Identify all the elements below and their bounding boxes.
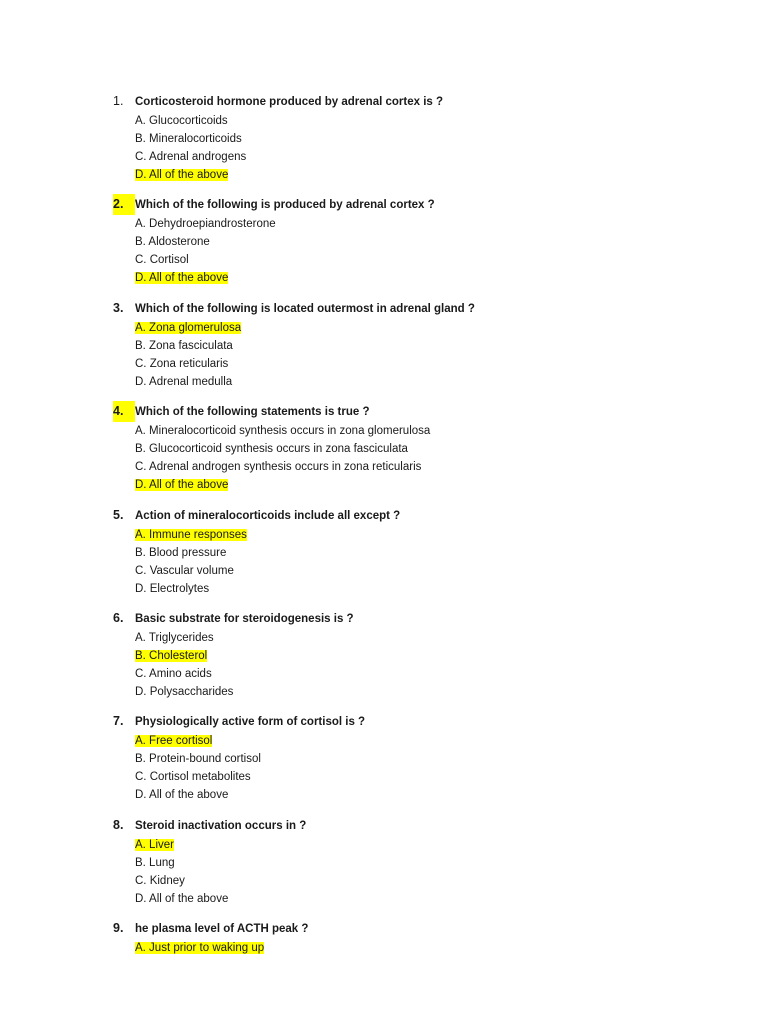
question-number-text: 3.	[113, 300, 124, 315]
answer-option-text: D. Adrenal medulla	[135, 375, 233, 388]
answer-option	[113, 836, 713, 854]
answer-option-text: C. Cortisol metabolites	[135, 771, 251, 784]
answer-option-text: D. Electrolytes	[135, 582, 210, 595]
answer-option	[113, 112, 713, 130]
highlighted-answer-text: A. Zona glomerulosa	[135, 321, 242, 334]
highlighted-answer-text: A. Liver	[135, 838, 174, 851]
answer-option-text: B. Zona fasciculata	[135, 339, 233, 352]
question-line	[113, 401, 713, 422]
answer-option-text: B. Lung	[135, 856, 175, 869]
answer-option-text: D. All of the above	[135, 789, 229, 802]
answer-option-text: C. Adrenal androgens	[135, 151, 247, 163]
answer-option	[113, 269, 713, 287]
question-text: Which of the following is located outermost in adrenal gland ?	[135, 302, 475, 315]
question-text: Corticosteroid hormone produced by adrenal cortex is ?	[135, 96, 444, 108]
answer-option	[113, 233, 713, 251]
question-number	[113, 711, 135, 732]
question-3	[113, 298, 713, 391]
question-7	[113, 711, 713, 804]
highlighted-answer-text: D. All of the above	[135, 272, 229, 285]
highlighted-answer-text: D. All of the above	[135, 169, 229, 181]
question-line	[113, 298, 713, 319]
question-6	[113, 608, 713, 701]
answer-option	[113, 890, 713, 908]
answer-option-text: B. Glucocorticoid synthesis occurs in zona fasciculata	[135, 443, 408, 456]
question-8	[113, 815, 713, 908]
answer-option	[113, 750, 713, 768]
question-text: Which of the following statements is true ?	[135, 406, 370, 419]
question-line	[113, 918, 713, 939]
question-text: Steroid inactivation occurs in ?	[135, 819, 307, 832]
question-number	[113, 194, 135, 215]
question-line	[113, 194, 713, 215]
question-text: he plasma level of ACTH peak ?	[135, 923, 309, 936]
answer-option-text: B. Blood pressure	[135, 546, 227, 559]
question-2	[113, 194, 713, 287]
answer-option-text: C. Zona reticularis	[135, 357, 229, 370]
answer-option	[113, 422, 713, 440]
answer-option	[113, 355, 713, 373]
answer-option	[113, 440, 713, 458]
question-1	[113, 91, 713, 184]
question-line	[113, 505, 713, 526]
answer-option	[113, 526, 713, 544]
question-text: Basic substrate for steroidogenesis is ?	[135, 612, 354, 625]
question-line	[113, 91, 713, 112]
answer-option-text: C. Kidney	[135, 874, 185, 887]
question-number	[113, 401, 135, 422]
answer-option-text: A. Glucocorticoids	[135, 115, 228, 127]
answer-option-text: A. Mineralocorticoid synthesis occurs in zona glomerulosa	[135, 425, 431, 438]
highlighted-answer-text: A. Immune responses	[135, 528, 247, 541]
answer-option	[113, 580, 713, 598]
question-number-text: 4.	[113, 404, 124, 419]
answer-option-text: B. Aldosterone	[135, 236, 210, 249]
answer-option	[113, 854, 713, 872]
question-9	[113, 918, 713, 957]
answer-option	[113, 562, 713, 580]
answer-option	[113, 768, 713, 786]
question-number	[113, 505, 135, 526]
question-text: Action of mineralocorticoids include all except ?	[135, 509, 401, 522]
question-4	[113, 401, 713, 494]
answer-option	[113, 544, 713, 562]
answer-option	[113, 130, 713, 148]
question-number	[113, 91, 135, 112]
answer-option	[113, 251, 713, 269]
question-number	[113, 298, 135, 319]
question-number	[113, 918, 135, 939]
highlighted-answer-text: A. Free cortisol	[135, 735, 213, 748]
answer-option-text: D. All of the above	[135, 892, 229, 905]
answer-option-text: C. Amino acids	[135, 667, 212, 680]
highlighted-answer-text: B. Cholesterol	[135, 649, 208, 662]
answer-option-text: D. Polysaccharides	[135, 685, 234, 698]
answer-option	[113, 319, 713, 337]
answer-option	[113, 337, 713, 355]
question-number-text: 1.	[113, 94, 124, 108]
question-number-text: 2.	[113, 197, 124, 212]
question-line	[113, 815, 713, 836]
answer-option-text: B. Mineralocorticoids	[135, 133, 242, 145]
answer-option	[113, 665, 713, 683]
question-number-text: 9.	[113, 921, 124, 936]
answer-option-text: B. Protein-bound cortisol	[135, 753, 261, 766]
question-number	[113, 815, 135, 836]
answer-option	[113, 786, 713, 804]
question-number-text: 8.	[113, 817, 124, 832]
answer-option	[113, 215, 713, 233]
answer-option	[113, 732, 713, 750]
question-line	[113, 608, 713, 629]
answer-option-text: C. Vascular volume	[135, 564, 234, 577]
answer-option-text: C. Adrenal androgen synthesis occurs in zona reticularis	[135, 461, 422, 474]
answer-option	[113, 458, 713, 476]
answer-option	[113, 683, 713, 701]
question-number-text: 6.	[113, 610, 124, 625]
answer-option	[113, 939, 713, 957]
question-number-text: 7.	[113, 714, 124, 729]
answer-option	[113, 629, 713, 647]
question-number	[113, 608, 135, 629]
answer-option	[113, 166, 713, 184]
answer-option-text: A. Triglycerides	[135, 631, 214, 644]
answer-option	[113, 373, 713, 391]
answer-option	[113, 647, 713, 665]
answer-option	[113, 872, 713, 890]
highlighted-answer-text: A. Just prior to waking up	[135, 942, 265, 955]
question-text: Which of the following is produced by adrenal cortex ?	[135, 199, 435, 212]
question-list	[113, 91, 713, 968]
answer-option-text: C. Cortisol	[135, 254, 189, 267]
question-line	[113, 711, 713, 732]
question-5	[113, 505, 713, 598]
highlighted-answer-text: D. All of the above	[135, 479, 229, 492]
question-number-text: 5.	[113, 507, 124, 522]
question-text: Physiologically active form of cortisol is ?	[135, 716, 366, 729]
answer-option	[113, 476, 713, 494]
answer-option	[113, 148, 713, 166]
answer-option-text: A. Dehydroepiandrosterone	[135, 218, 276, 231]
